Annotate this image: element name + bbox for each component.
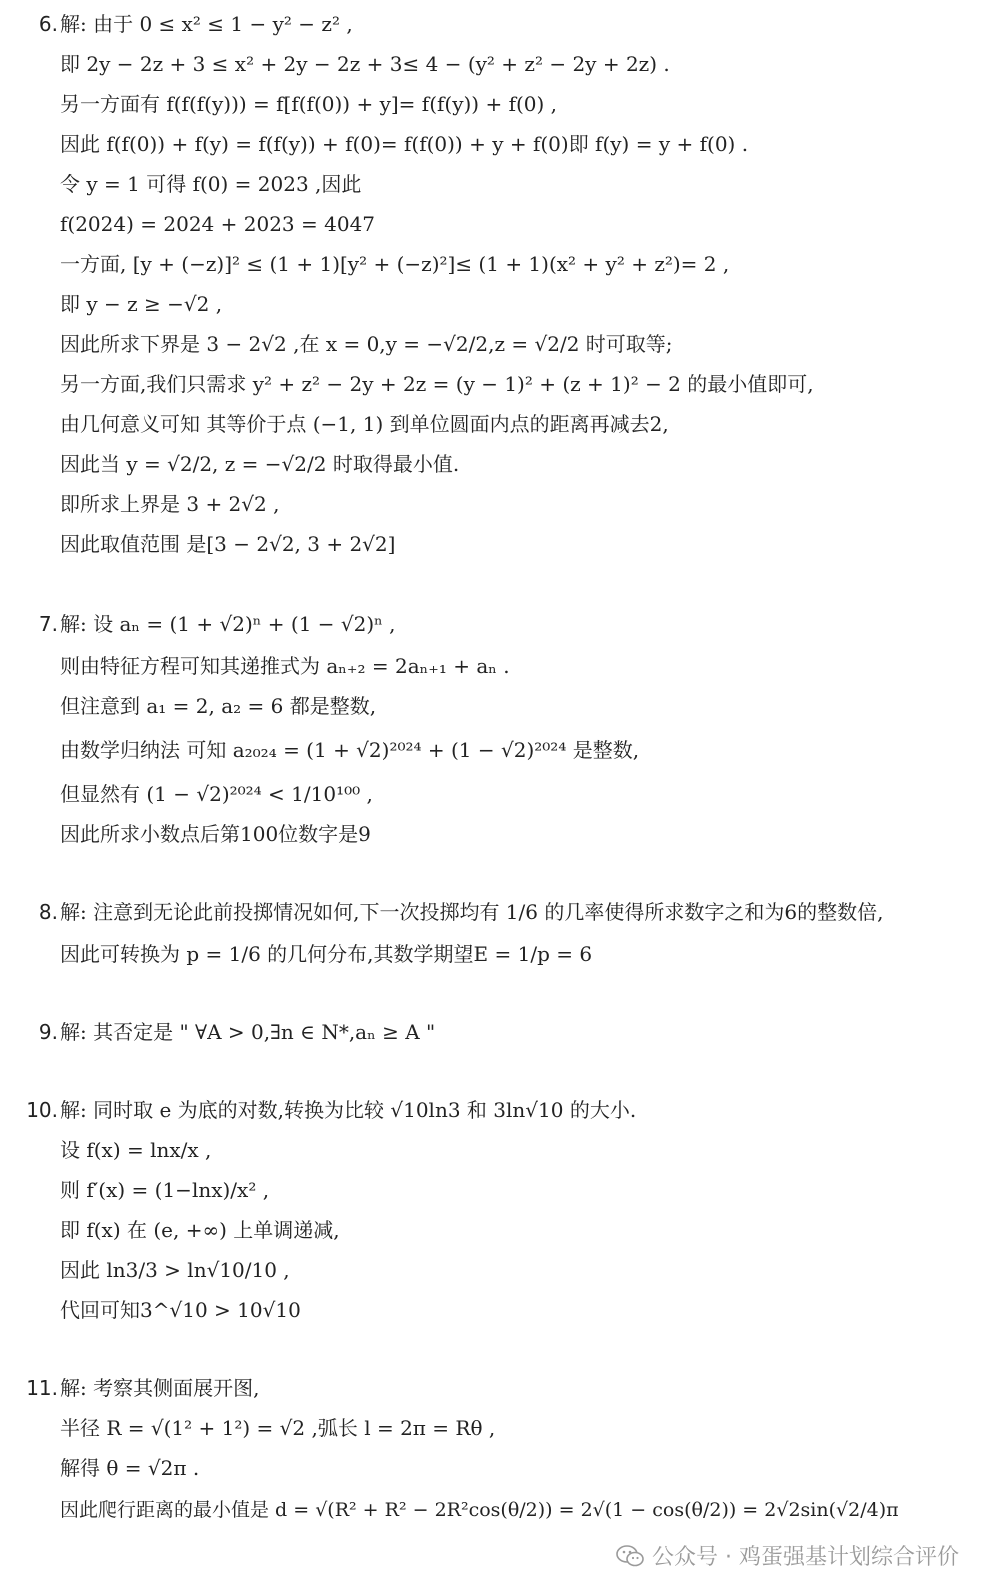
- solution-line: 由数学归纳法 可知 a₂₀₂₄ = (1 + √2)²⁰²⁴ + (1 − √2)²⁰²⁴ 是整数,: [60, 738, 640, 762]
- solution-line: 解: 由于 0 ≤ x² ≤ 1 − y² − z² ,: [60, 12, 353, 36]
- wechat-icon: [616, 1545, 644, 1567]
- solution-line: 解: 其否定是 " ∀A > 0,∃n ∈ N*,aₙ ≥ A ": [60, 1020, 436, 1044]
- problem-number: 11.: [26, 1376, 58, 1400]
- solution-line: 解: 设 aₙ = (1 + √2)ⁿ + (1 − √2)ⁿ ,: [60, 612, 396, 636]
- solution-line: 即 f(x) 在 (e, +∞) 上单调递减,: [60, 1218, 340, 1242]
- solution-line: 但注意到 a₁ = 2, a₂ = 6 都是整数,: [60, 694, 377, 718]
- solution-line: 半径 R = √(1² + 1²) = √2 ,弧长 l = 2π = Rθ ,: [60, 1416, 496, 1440]
- solution-line: 由几何意义可知 其等价于点 (−1, 1) 到单位圆面内点的距离再减去2,: [60, 412, 669, 436]
- solution-line: 因此 ln3/3 > ln√10/10 ,: [60, 1258, 290, 1282]
- watermark: [616, 1540, 959, 1571]
- solution-line: 因此 f(f(0)) + f(y) = f(f(y)) + f(0)= f(f(0)) + y + f(0)即 f(y) = y + f(0) .: [60, 132, 749, 156]
- problem-number: 6.: [38, 12, 58, 36]
- solution-line: 因此可转换为 p = 1/6 的几何分布,其数学期望E = 1/p = 6: [60, 942, 593, 966]
- problem-number: 9.: [38, 1020, 58, 1044]
- solution-line: 因此所求下界是 3 − 2√2 ,在 x = 0,y = −√2/2,z = √2/2 时可取等;: [60, 332, 673, 356]
- solution-line: 即 y − z ≥ −√2 ,: [60, 292, 223, 316]
- solution-line: 但显然有 (1 − √2)²⁰²⁴ < 1/10¹⁰⁰ ,: [60, 782, 373, 806]
- solution-line: 另一方面,我们只需求 y² + z² − 2y + 2z = (y − 1)² + (z + 1)² − 2 的最小值即可,: [60, 372, 814, 396]
- solution-line: f(2024) = 2024 + 2023 = 4047: [60, 212, 376, 236]
- solution-line: 因此当 y = √2/2, z = −√2/2 时取得最小值.: [60, 452, 460, 476]
- solution-line: 另一方面有 f(f(f(y))) = f[f(f(0)) + y]= f(f(y)) + f(0) ,: [60, 92, 558, 116]
- watermark-text: 公众号 · 鸡蛋强基计划综合评价: [652, 1545, 959, 1570]
- solution-line: 解得 θ = √2π .: [60, 1456, 200, 1480]
- solution-line: 代回可知3^√10 > 10√10: [60, 1298, 301, 1322]
- solution-line: 则由特征方程可知其递推式为 aₙ₊₂ = 2aₙ₊₁ + aₙ .: [60, 654, 510, 678]
- solution-line: 因此爬行距离的最小值是 d = √(R² + R² − 2R²cos(θ/2)) = 2√(1 − cos(θ/2)) = 2√2sin(√2/4)π: [60, 1499, 899, 1521]
- solution-line: 即所求上界是 3 + 2√2 ,: [60, 492, 280, 516]
- solution-line: 解: 同时取 e 为底的对数,转换为比较 √10ln3 和 3ln√10 的大小.: [60, 1098, 637, 1122]
- solution-line: 即 2y − 2z + 3 ≤ x² + 2y − 2z + 3≤ 4 − (y² + z² − 2y + 2z) .: [60, 52, 670, 76]
- solution-line: 解: 考察其侧面展开图,: [60, 1376, 260, 1400]
- solution-line: 因此取值范围 是[3 − 2√2, 3 + 2√2]: [60, 532, 396, 556]
- solution-line: 一方面, [y + (−z)]² ≤ (1 + 1)[y² + (−z)²]≤ (1 + 1)(x² + y² + z²)= 2 ,: [60, 252, 730, 276]
- problem-number: 7.: [38, 612, 58, 636]
- problem-number: 8.: [38, 900, 58, 924]
- solution-line: 解: 注意到无论此前投掷情况如何,下一次投掷均有 1/6 的几率使得所求数字之和为6的整数倍,: [60, 900, 884, 924]
- problem-number: 10.: [26, 1098, 58, 1122]
- solution-line: 则 f′(x) = (1−lnx)/x² ,: [60, 1178, 270, 1202]
- solution-line: 因此所求小数点后第100位数字是9: [60, 822, 371, 846]
- solution-line: 设 f(x) = lnx/x ,: [60, 1138, 212, 1162]
- solution-line: 令 y = 1 可得 f(0) = 2023 ,因此: [60, 172, 362, 196]
